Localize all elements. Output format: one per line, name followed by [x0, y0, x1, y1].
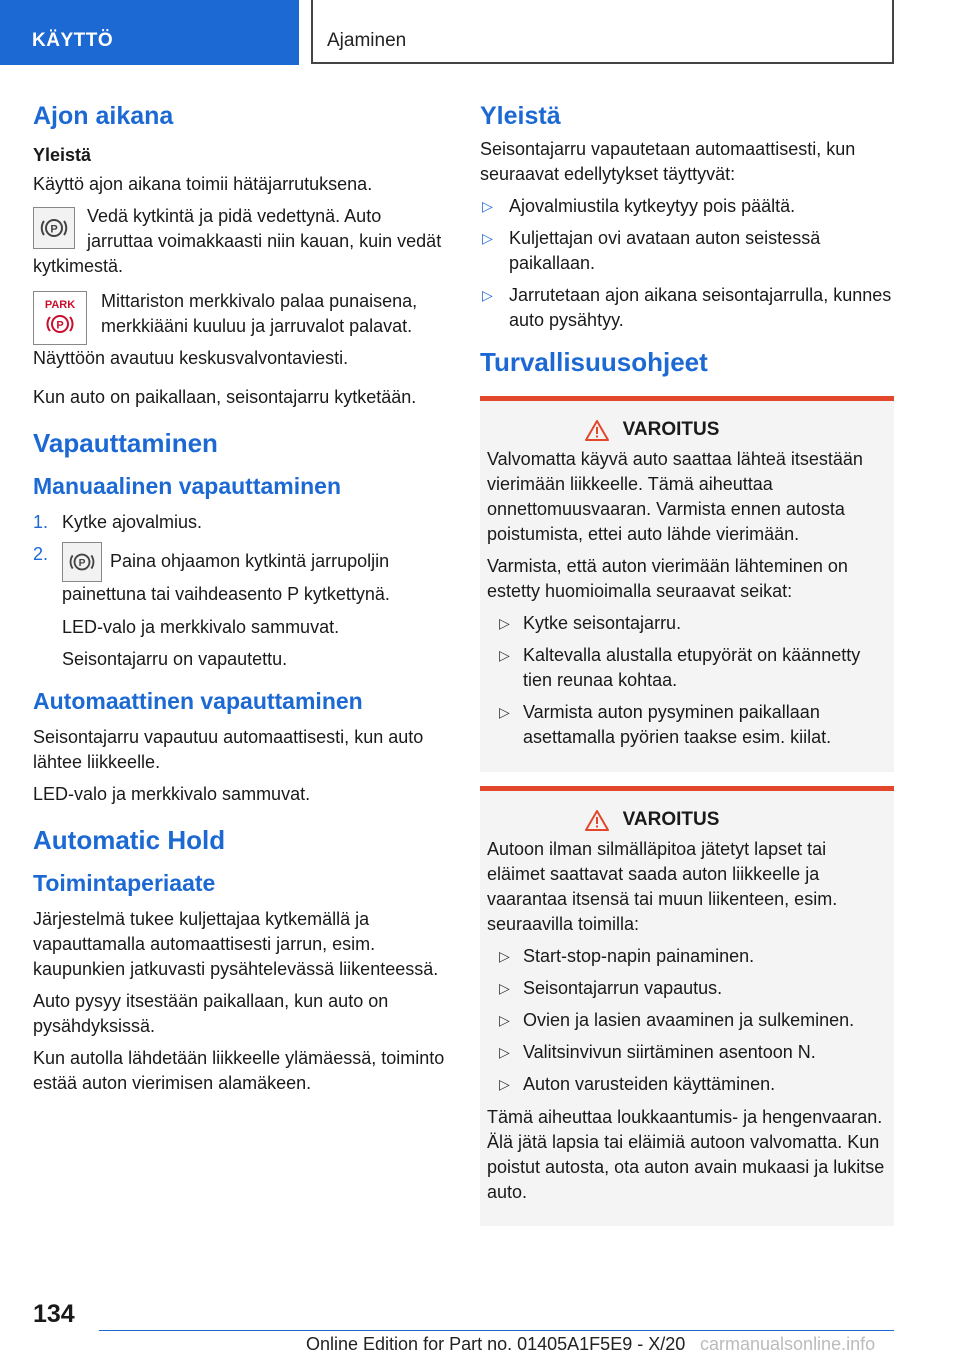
list-item — [487, 1008, 887, 1033]
warning-triangle-icon — [585, 810, 609, 831]
list-item-text: Kuljettajan ovi avataan auton seistessä paikallaan. — [509, 228, 821, 273]
list-item — [480, 283, 894, 333]
warning-list — [487, 611, 887, 750]
footer-divider — [99, 1330, 894, 1331]
text-jarjestelma: Järjestelmä tukee kuljettajaa kytkemällä ja vapauttamalla automaattisesti jarrun, esim. kaupunkien jatkuvasti pysähtelevässä liikenteessä. — [33, 909, 439, 979]
warning-text: Autoon ilman silmälläpitoa jätetyt lapset tai eläimet saattavat saada auton liikkeelle ja vaarantaa itsensä tai muun liikenteen, esim. seuraavilla toimilla: — [487, 839, 838, 934]
parking-brake-switch-icon — [62, 542, 102, 582]
list-item-text: Valitsinvivun siirtäminen asentoon N. — [523, 1042, 816, 1062]
triangle-bullet-icon: ▷ — [482, 230, 493, 246]
warning-triangle-icon — [585, 420, 609, 441]
text-ylamaessa: Kun autolla lähdetään liikkeelle ylämäessä, toiminto estää auton vierimisen alamäkeen. — [33, 1048, 445, 1093]
warning-box-2 — [480, 786, 894, 1226]
triangle-bullet-icon: ▷ — [499, 647, 510, 663]
list-item — [487, 1072, 887, 1097]
list-item-text: Jarrutetaan ajon aikana seisontajarrulla, kunnes auto pysähtyy. — [509, 285, 892, 330]
footer-edition: Online Edition for Part no. 01405A1F5E9 - X/20 — [306, 1334, 686, 1354]
list-item — [487, 944, 887, 969]
step-1 — [33, 510, 446, 535]
header-chapter-tab — [311, 0, 894, 64]
heading-vapauttaminen: Vapauttaminen — [33, 428, 218, 458]
header-chapter-label: Ajaminen — [327, 30, 407, 51]
text-mittariston: Mittariston merkkivalo palaa punaisena, merkkiääni kuuluu ja jarruvalot palavat. — [101, 291, 418, 336]
warning-title-text: VAROITUS — [622, 419, 720, 440]
page-number: 134 — [33, 1300, 75, 1328]
list-item-text: Varmista auton pysyminen paikallaan asettamalla pyörien taakse esim. kiilat. — [523, 702, 832, 747]
warning-text: Valvomatta käyvä auto saattaa lähteä itsestään vierimään liikkeelle. Tämä aiheuttaa onnettomuusvaaran. Varmista ennen autosta poistumista, ettei auto lähde vierimään. — [487, 449, 863, 544]
list-item-text: Seisontajarrun vapautus. — [523, 978, 723, 998]
list-item — [487, 700, 887, 750]
heading-toimintaperiaate: Toimintaperiaate — [33, 870, 216, 896]
triangle-bullet-icon: ▷ — [499, 1012, 510, 1028]
triangle-bullet-icon: ▷ — [482, 198, 493, 214]
brake-switch-paragraph — [33, 204, 446, 279]
triangle-bullet-icon: ▷ — [499, 980, 510, 996]
list-item — [487, 643, 887, 693]
list-item — [487, 976, 887, 1001]
warning-text: Tämä aiheuttaa loukkaantumis- ja hengenvaaran. Älä jätä lapsia tai eläimiä autoon valvomatta. Kun poistut autosta, ota auton avain mukaasi ja lukitse auto. — [487, 1107, 885, 1202]
text-pysyy: Auto pysyy itsestään paikallaan, kun auto on pysähdyksissä. — [33, 991, 389, 1036]
text-veda: Vedä kytkintä ja pidä vedettynä. Auto jarruttaa voimakkaasti niin kauan, kuin vedät kytkimestä. — [33, 206, 442, 276]
list-item-text: Ajovalmiustila kytkeytyy pois päältä. — [509, 196, 796, 216]
list-item-text: Ovien ja lasien avaaminen ja sulkeminen. — [523, 1010, 855, 1030]
text-kun-auto: Kun auto on paikallaan, seisontajarru kytketään. — [33, 387, 417, 407]
heading-automatic-hold: Automatic Hold — [33, 825, 226, 855]
warning-list — [487, 944, 887, 1097]
text-nayttoon: Näyttöön avautuu keskusvalvontaviesti. — [33, 348, 349, 368]
triangle-bullet-icon: ▷ — [499, 1076, 510, 1092]
list-item — [487, 1040, 887, 1065]
left-column — [33, 102, 446, 1103]
heading-ajon-aikana: Ajon aikana — [33, 102, 174, 130]
text-led-1: LED-valo ja merkkivalo sammuvat. — [62, 617, 340, 637]
warning-title — [487, 809, 887, 831]
list-item-text: Kytke seisontajarru. — [523, 613, 682, 633]
list-item-text: Kaltevalla alustalla etupyörät on käännetty tien reunaa kohtaa. — [523, 645, 861, 690]
step-number: 2. — [33, 544, 49, 564]
conditions-list — [480, 194, 894, 333]
list-item — [487, 611, 887, 636]
heading-automaattinen: Automaattinen vapauttaminen — [33, 688, 363, 714]
triangle-bullet-icon: ▷ — [482, 287, 493, 303]
list-item-text: Start-stop-napin painaminen. — [523, 946, 755, 966]
list-item-text: Auton varusteiden käyttäminen. — [523, 1074, 776, 1094]
heading-turvallisuusohjeet: Turvallisuusohjeet — [480, 347, 708, 377]
warning-title — [487, 419, 887, 441]
step-2 — [33, 542, 446, 607]
svg-text:P: P — [78, 558, 86, 570]
header-section-tab — [0, 0, 299, 65]
heading-manuaalinen: Manuaalinen vapauttaminen — [33, 473, 342, 499]
footer-watermark: carmanualsonline.info — [700, 1334, 876, 1354]
text-led-2: LED-valo ja merkkivalo sammuvat. — [33, 784, 311, 804]
release-steps — [33, 510, 446, 607]
step-text: Paina ohjaamon kytkintä jarrupoljin painettuna tai vaihdeasento P kytkettynä. — [62, 550, 390, 604]
heading-yleista: Yleistä — [480, 102, 561, 130]
header-section-label: KÄYTTÖ — [32, 30, 114, 51]
triangle-bullet-icon: ▷ — [499, 1044, 510, 1060]
text-kaytto: Käyttö ajon aikana toimii hätäjarrutuksena. — [33, 174, 373, 194]
triangle-bullet-icon: ▷ — [499, 704, 510, 720]
step-text: Kytke ajovalmius. — [62, 512, 203, 532]
park-icon-letter: P — [56, 319, 64, 331]
parking-brake-switch-icon — [33, 207, 75, 249]
text-auto-vap: Seisontajarru vapautuu automaattisesti, kun auto lähtee liikkeelle. — [33, 727, 424, 772]
list-item — [480, 194, 894, 219]
park-indicator-paragraph — [33, 289, 446, 371]
list-item — [480, 226, 894, 276]
warning-title-text: VAROITUS — [622, 809, 720, 830]
triangle-bullet-icon: ▷ — [499, 615, 510, 631]
warning-text: Varmista, että auton vierimään lähteminen on estetty huomioimalla seuraavat seikat: — [487, 556, 848, 601]
right-column — [480, 102, 894, 1236]
warning-box-1 — [480, 396, 894, 772]
subheading-yleista: Yleistä — [33, 145, 92, 165]
text-seis-vap: Seisontajarru on vapautettu. — [62, 649, 288, 669]
park-indicator-icon — [33, 291, 87, 345]
svg-text:P: P — [50, 223, 58, 236]
text-intro: Seisontajarru vapautetaan automaattisesti, kun seuraavat edellytykset täyttyvät: — [480, 139, 856, 184]
step-number: 1. — [33, 512, 49, 532]
triangle-bullet-icon: ▷ — [499, 948, 510, 964]
park-icon-label: PARK — [44, 298, 76, 311]
